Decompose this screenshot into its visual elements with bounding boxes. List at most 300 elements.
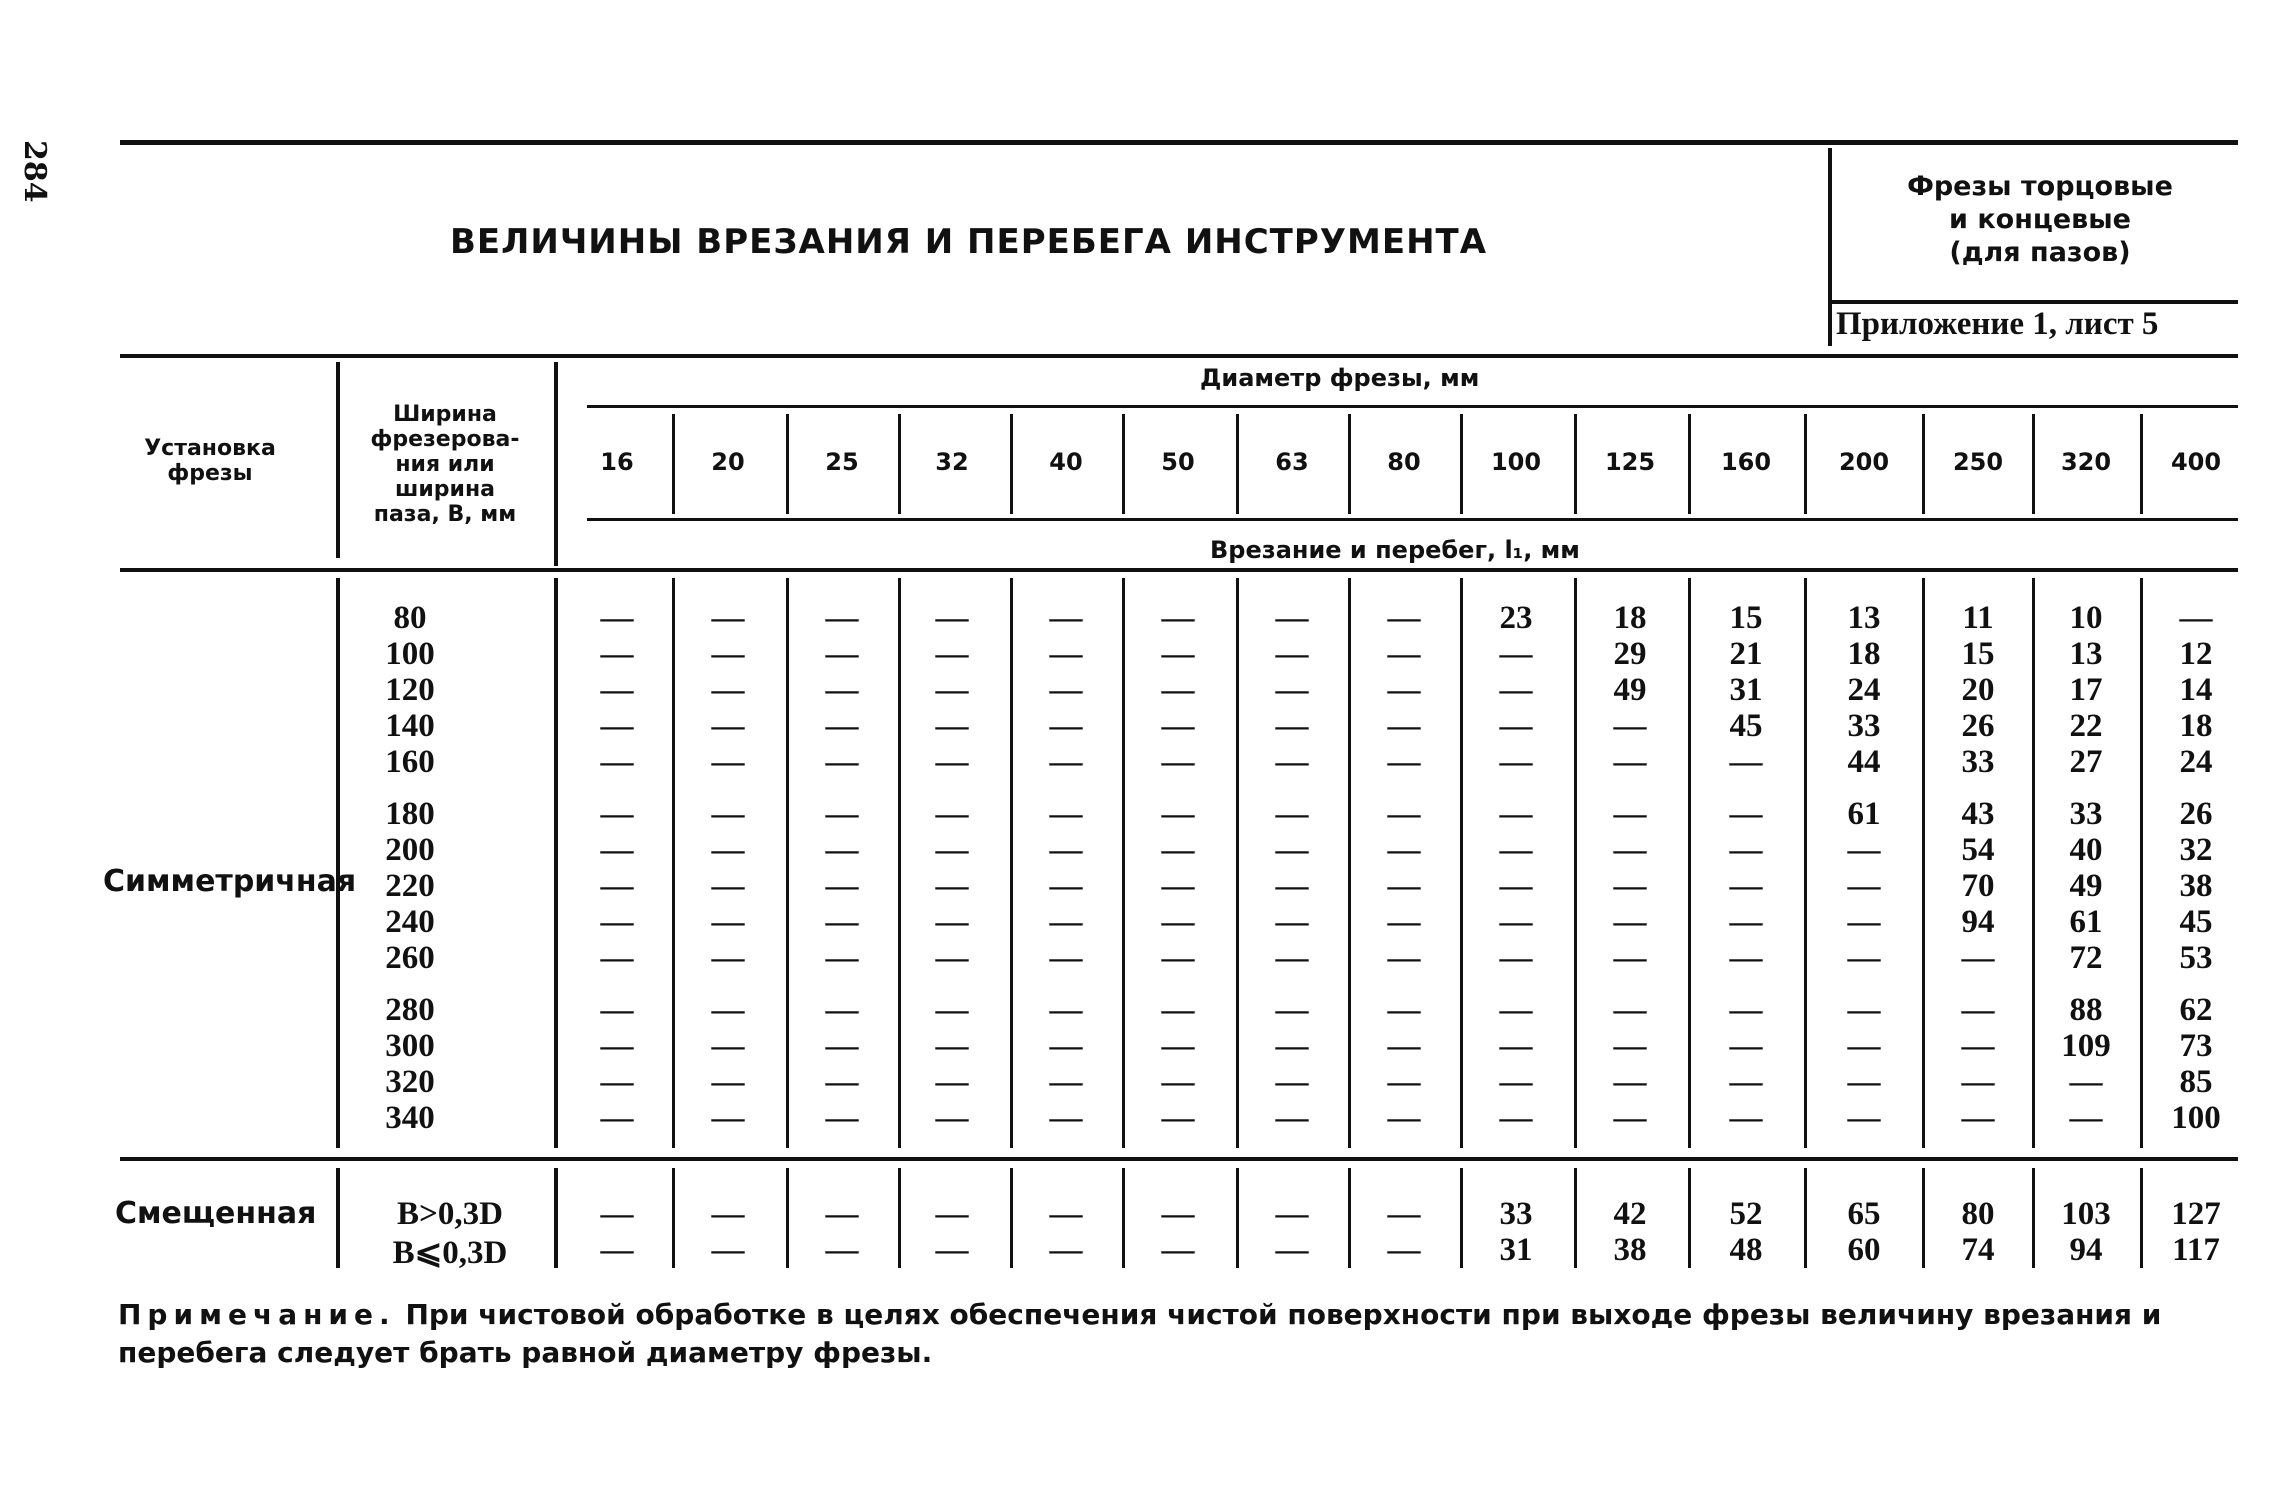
- table-cell: —: [600, 1196, 634, 1232]
- table-cell: —: [1847, 940, 1881, 976]
- table-cell: —: [1613, 1064, 1647, 1100]
- table-cell: —: [1387, 1100, 1421, 1136]
- table-cell: 49: [2069, 868, 2103, 904]
- appendix-rule: [1830, 300, 2238, 304]
- table-cell: —: [600, 796, 634, 832]
- table-cell: —: [1275, 1064, 1309, 1100]
- table-cell: 24: [2179, 744, 2213, 780]
- table-cell: 74: [1961, 1232, 1995, 1268]
- table-cell: —: [935, 1196, 969, 1232]
- table-cell: —: [935, 940, 969, 976]
- table-cell: —: [711, 904, 745, 940]
- table-cell: 18: [2179, 708, 2213, 744]
- table-cell: 22: [2069, 708, 2103, 744]
- width-value: 220: [385, 868, 435, 904]
- width-value: 160: [385, 744, 435, 780]
- table-cell: 20: [1961, 672, 1995, 708]
- table-cell: —: [1275, 904, 1309, 940]
- diameter-160: 160: [1720, 448, 1772, 476]
- width-condition: B>0,3D: [397, 1196, 503, 1232]
- table-cell: —: [1049, 636, 1083, 672]
- diameter-col-divider: [2032, 414, 2035, 514]
- table-cell: 85: [2179, 1064, 2213, 1100]
- body-col-divider: [1122, 578, 1125, 1148]
- table-cell: 27: [2069, 744, 2103, 780]
- table-cell: —: [1049, 796, 1083, 832]
- category-line-3: (для пазов): [1949, 237, 2131, 268]
- table-cell: —: [1729, 796, 1763, 832]
- table-cell: 65: [1847, 1196, 1881, 1232]
- table-cell: —: [1275, 1196, 1309, 1232]
- table-cell: —: [1961, 940, 1995, 976]
- diameter-col-divider: [2140, 414, 2143, 514]
- table-cell: —: [1049, 672, 1083, 708]
- header-width-line-4: ширина: [395, 477, 495, 502]
- body-col-divider: [786, 578, 789, 1148]
- table-cell: —: [1049, 992, 1083, 1028]
- table-cell: —: [1049, 904, 1083, 940]
- diameter-16: 16: [600, 448, 634, 476]
- body-col-divider: [2140, 578, 2143, 1148]
- table-cell: 21: [1729, 636, 1763, 672]
- diameter-col-divider: [1574, 414, 1577, 514]
- table-cell: —: [1387, 868, 1421, 904]
- table-cell: 80: [1961, 1196, 1995, 1232]
- table-cell: —: [711, 868, 745, 904]
- table-cell: —: [1613, 708, 1647, 744]
- table-cell: —: [1499, 1064, 1533, 1100]
- table-cell: —: [1049, 744, 1083, 780]
- diameter-col-divider: [1122, 414, 1125, 514]
- table-cell: 42: [1613, 1196, 1647, 1232]
- table-cell: 117: [2172, 1232, 2220, 1268]
- table-cell: —: [1275, 708, 1309, 744]
- table-cell: —: [1961, 1028, 1995, 1064]
- width-value: 320: [385, 1064, 435, 1100]
- table-cell: —: [1387, 796, 1421, 832]
- table-cell: —: [1275, 1100, 1309, 1136]
- table-cell: —: [1049, 1196, 1083, 1232]
- tool-category: [1840, 170, 2240, 269]
- table-cell: —: [600, 992, 634, 1028]
- table-cell: —: [1613, 904, 1647, 940]
- width-value: 180: [385, 796, 435, 832]
- table-cell: 29: [1613, 636, 1647, 672]
- table-cell: —: [935, 636, 969, 672]
- table-cell: —: [1847, 1100, 1881, 1136]
- table-cell: —: [600, 744, 634, 780]
- diameter-col-divider: [898, 414, 901, 514]
- table-cell: 26: [1961, 708, 1995, 744]
- table-cell: 88: [2069, 992, 2103, 1028]
- body-divider-1: [336, 578, 340, 1148]
- table-cell: —: [1499, 672, 1533, 708]
- table-cell: —: [711, 672, 745, 708]
- table-cell: 61: [1847, 796, 1881, 832]
- table-cell: 53: [2179, 940, 2213, 976]
- table-cell: —: [1275, 672, 1309, 708]
- table-cell: 15: [1729, 600, 1763, 636]
- table-cell: 11: [1962, 600, 1994, 636]
- table-cell: —: [935, 796, 969, 832]
- table-cell: —: [1613, 992, 1647, 1028]
- table-cell: 62: [2179, 992, 2213, 1028]
- diameter-200: 200: [1838, 448, 1890, 476]
- body-col-divider: [1236, 578, 1239, 1148]
- table-cell: —: [1387, 636, 1421, 672]
- category-line-2: и концевые: [1949, 204, 2131, 235]
- diameter-col-divider: [786, 414, 789, 514]
- width-value: 140: [385, 708, 435, 744]
- note-text: При чистовой обработке в целях обеспечения чистой поверхности при выходе фрезы величину врезания и перебега следует брать равной диаметру фрезы.: [118, 1298, 2162, 1369]
- footnote: [118, 1296, 2238, 1372]
- table-cell: —: [600, 1064, 634, 1100]
- table-cell: —: [1387, 1028, 1421, 1064]
- table-cell: —: [825, 636, 859, 672]
- table-cell: —: [1161, 1064, 1195, 1100]
- table-cell: —: [1387, 832, 1421, 868]
- table-cell: —: [600, 1100, 634, 1136]
- table-cell: —: [1729, 1028, 1763, 1064]
- body-col-divider: [1460, 578, 1463, 1148]
- table-cell: —: [711, 832, 745, 868]
- symmetric-label: Симметричная: [103, 864, 357, 899]
- table-cell: —: [1499, 940, 1533, 976]
- table-cell: —: [1847, 1028, 1881, 1064]
- offset-divider-2: [554, 1168, 558, 1268]
- table-cell: —: [1499, 1028, 1533, 1064]
- table-cell: 13: [2069, 636, 2103, 672]
- table-cell: —: [1729, 868, 1763, 904]
- header-col-divider-1: [336, 362, 340, 558]
- table-cell: 60: [1847, 1232, 1881, 1268]
- table-cell: —: [825, 744, 859, 780]
- table-cell: —: [1275, 600, 1309, 636]
- table-cell: —: [1499, 832, 1533, 868]
- offset-col-divider: [1010, 1168, 1013, 1268]
- table-cell: —: [935, 744, 969, 780]
- table-cell: —: [825, 1232, 859, 1268]
- table-cell: —: [1275, 1028, 1309, 1064]
- table-cell: —: [711, 796, 745, 832]
- table-cell: 54: [1961, 832, 1995, 868]
- category-line-1: Фрезы торцовые: [1907, 171, 2173, 202]
- table-cell: —: [935, 672, 969, 708]
- diameter-values-rule: [587, 518, 2238, 521]
- offset-col-divider: [672, 1168, 675, 1268]
- table-cell: —: [1049, 1232, 1083, 1268]
- header-installation: Установка фрезы: [144, 436, 276, 486]
- header-entry: Врезание и перебег, l₁, мм: [1210, 536, 1580, 564]
- table-cell: —: [1613, 940, 1647, 976]
- diameter-50: 50: [1161, 448, 1195, 476]
- diameter-col-divider: [1922, 414, 1925, 514]
- table-cell: —: [825, 832, 859, 868]
- table-cell: —: [935, 1100, 969, 1136]
- diameter-col-divider: [1688, 414, 1691, 514]
- table-cell: —: [1729, 940, 1763, 976]
- table-cell: —: [1387, 1196, 1421, 1232]
- table-cell: —: [600, 708, 634, 744]
- body-col-divider: [898, 578, 901, 1148]
- table-cell: —: [935, 1028, 969, 1064]
- table-cell: 18: [1847, 636, 1881, 672]
- table-cell: —: [1161, 600, 1195, 636]
- table-cell: —: [600, 868, 634, 904]
- table-cell: 18: [1613, 600, 1647, 636]
- table-cell: —: [935, 832, 969, 868]
- width-value: 240: [385, 904, 435, 940]
- table-cell: 48: [1729, 1232, 1763, 1268]
- table-cell: —: [1613, 796, 1647, 832]
- table-cell: —: [935, 868, 969, 904]
- table-cell: 94: [1961, 904, 1995, 940]
- table-cell: 70: [1961, 868, 1995, 904]
- table-cell: —: [1161, 672, 1195, 708]
- offset-col-divider: [2140, 1168, 2143, 1268]
- diameter-63: 63: [1275, 448, 1309, 476]
- header-bottom-rule: [120, 568, 2238, 572]
- table-cell: —: [1387, 600, 1421, 636]
- width-value: 340: [385, 1100, 435, 1136]
- table-cell: —: [1387, 904, 1421, 940]
- table-cell: 31: [1729, 672, 1763, 708]
- table-cell: —: [1387, 1064, 1421, 1100]
- table-cell: 49: [1613, 672, 1647, 708]
- table-cell: —: [1499, 904, 1533, 940]
- table-cell: —: [1049, 868, 1083, 904]
- table-cell: —: [1613, 744, 1647, 780]
- table-cell: —: [711, 1028, 745, 1064]
- table-cell: 44: [1847, 744, 1881, 780]
- table-cell: —: [1161, 868, 1195, 904]
- table-cell: 31: [1499, 1232, 1533, 1268]
- table-cell: —: [825, 940, 859, 976]
- table-cell: 45: [2179, 904, 2213, 940]
- offset-label: Смещенная: [115, 1196, 317, 1231]
- width-value: 120: [385, 672, 435, 708]
- table-cell: —: [1387, 940, 1421, 976]
- table-cell: —: [1275, 1232, 1309, 1268]
- diameter-25: 25: [825, 448, 859, 476]
- table-cell: —: [1613, 868, 1647, 904]
- offset-col-divider: [1804, 1168, 1807, 1268]
- title-block-divider: [1828, 148, 1832, 346]
- table-cell: —: [711, 1064, 745, 1100]
- table-cell: —: [600, 832, 634, 868]
- diameter-125: 125: [1604, 448, 1656, 476]
- table-cell: —: [1049, 940, 1083, 976]
- table-cell: —: [1161, 832, 1195, 868]
- table-cell: —: [711, 636, 745, 672]
- header-width: [350, 402, 540, 527]
- body-col-divider: [1688, 578, 1691, 1148]
- table-cell: —: [600, 636, 634, 672]
- table-cell: —: [711, 1196, 745, 1232]
- table-cell: 40: [2069, 832, 2103, 868]
- body-divider-2: [554, 578, 558, 1148]
- table-cell: —: [1613, 1100, 1647, 1136]
- diameter-col-divider: [1804, 414, 1807, 514]
- table-cell: —: [825, 868, 859, 904]
- table-cell: —: [1161, 1232, 1195, 1268]
- table-cell: —: [711, 744, 745, 780]
- table-cell: 61: [2069, 904, 2103, 940]
- table-cell: 43: [1961, 796, 1995, 832]
- diameter-320: 320: [2060, 448, 2112, 476]
- table-cell: —: [600, 600, 634, 636]
- table-cell: —: [711, 1100, 745, 1136]
- table-cell: 38: [2179, 868, 2213, 904]
- offset-col-divider: [1922, 1168, 1925, 1268]
- table-cell: 52: [1729, 1196, 1763, 1232]
- body-col-divider: [1922, 578, 1925, 1148]
- table-cell: —: [1729, 744, 1763, 780]
- section-rule: [120, 1157, 2238, 1161]
- table-cell: —: [1387, 744, 1421, 780]
- appendix-label: Приложение 1, лист 5: [1836, 306, 2159, 342]
- table-cell: —: [1049, 1064, 1083, 1100]
- table-cell: —: [2069, 1100, 2103, 1136]
- table-cell: —: [1729, 1100, 1763, 1136]
- table-cell: 100: [2171, 1100, 2221, 1136]
- top-rule: [120, 140, 2238, 145]
- table-cell: —: [1161, 708, 1195, 744]
- table-cell: —: [1499, 708, 1533, 744]
- table-cell: —: [1847, 1064, 1881, 1100]
- width-condition: B⩽0,3D: [392, 1235, 508, 1271]
- table-cell: 14: [2179, 672, 2213, 708]
- table-cell: —: [600, 1028, 634, 1064]
- table-cell: —: [1275, 992, 1309, 1028]
- diameter-col-divider: [1010, 414, 1013, 514]
- table-top-rule: [120, 354, 2238, 358]
- table-cell: —: [1729, 904, 1763, 940]
- body-col-divider: [1010, 578, 1013, 1148]
- diameter-80: 80: [1387, 448, 1421, 476]
- table-cell: —: [825, 600, 859, 636]
- offset-col-divider: [1688, 1168, 1691, 1268]
- table-cell: —: [1499, 1100, 1533, 1136]
- table-cell: 12: [2179, 636, 2213, 672]
- table-cell: —: [935, 992, 969, 1028]
- table-cell: —: [711, 600, 745, 636]
- table-cell: —: [1847, 868, 1881, 904]
- offset-col-divider: [1574, 1168, 1577, 1268]
- table-cell: —: [1387, 1232, 1421, 1268]
- table-cell: 15: [1961, 636, 1995, 672]
- table-cell: —: [825, 992, 859, 1028]
- table-cell: —: [1275, 744, 1309, 780]
- diameter-col-divider: [1348, 414, 1351, 514]
- table-cell: —: [1613, 832, 1647, 868]
- table-cell: —: [1049, 832, 1083, 868]
- body-col-divider: [2032, 578, 2035, 1148]
- header-width-line-3: ния или: [395, 452, 495, 477]
- width-value: 200: [385, 832, 435, 868]
- table-cell: —: [1161, 992, 1195, 1028]
- diameter-400: 400: [2170, 448, 2222, 476]
- table-cell: —: [935, 600, 969, 636]
- diameter-100: 100: [1490, 448, 1542, 476]
- table-cell: —: [1161, 636, 1195, 672]
- table-cell: —: [1049, 708, 1083, 744]
- table-cell: 23: [1499, 600, 1533, 636]
- table-cell: —: [711, 708, 745, 744]
- table-cell: 33: [1499, 1196, 1533, 1232]
- table-cell: —: [1729, 832, 1763, 868]
- table-cell: —: [825, 1064, 859, 1100]
- table-cell: —: [1161, 1028, 1195, 1064]
- table-cell: —: [1613, 1028, 1647, 1064]
- body-col-divider: [1804, 578, 1807, 1148]
- diameter-250: 250: [1952, 448, 2004, 476]
- note-label: Примечание.: [118, 1298, 396, 1331]
- table-cell: —: [1275, 940, 1309, 976]
- table-cell: —: [825, 1196, 859, 1232]
- table-cell: —: [1161, 940, 1195, 976]
- table-cell: —: [711, 1232, 745, 1268]
- table-cell: —: [711, 940, 745, 976]
- table-cell: —: [1387, 672, 1421, 708]
- table-cell: —: [711, 992, 745, 1028]
- table-cell: —: [825, 672, 859, 708]
- table-cell: 10: [2069, 600, 2103, 636]
- diameter-col-divider: [1460, 414, 1463, 514]
- header-col-divider-2: [554, 362, 558, 566]
- offset-divider-1: [336, 1168, 340, 1268]
- offset-col-divider: [898, 1168, 901, 1268]
- table-cell: —: [1847, 832, 1881, 868]
- width-value: 80: [393, 600, 427, 636]
- table-cell: 72: [2069, 940, 2103, 976]
- table-cell: —: [1387, 992, 1421, 1028]
- table-cell: —: [600, 672, 634, 708]
- table-cell: —: [1499, 868, 1533, 904]
- table-cell: —: [1499, 636, 1533, 672]
- table-cell: 13: [1847, 600, 1881, 636]
- table-cell: —: [825, 904, 859, 940]
- table-cell: —: [600, 904, 634, 940]
- table-cell: 73: [2179, 1028, 2213, 1064]
- table-cell: 94: [2069, 1232, 2103, 1268]
- header-diameter: Диаметр фрезы, мм: [1200, 364, 1480, 392]
- table-cell: —: [1847, 904, 1881, 940]
- table-cell: —: [1499, 796, 1533, 832]
- width-value: 260: [385, 940, 435, 976]
- table-cell: —: [1729, 992, 1763, 1028]
- table-cell: —: [1499, 992, 1533, 1028]
- table-cell: —: [1275, 796, 1309, 832]
- table-cell: 17: [2069, 672, 2103, 708]
- diameter-rule: [587, 405, 2238, 408]
- header-width-line-2: фрезерова-: [370, 427, 520, 452]
- table-cell: —: [1049, 1100, 1083, 1136]
- table-cell: —: [1387, 708, 1421, 744]
- diameter-32: 32: [935, 448, 969, 476]
- offset-col-divider: [1236, 1168, 1239, 1268]
- header-width-line-1: Ширина: [393, 402, 497, 427]
- table-cell: 33: [1961, 744, 1995, 780]
- table-cell: —: [935, 708, 969, 744]
- table-cell: —: [1161, 796, 1195, 832]
- table-cell: 33: [2069, 796, 2103, 832]
- table-cell: 103: [2061, 1196, 2111, 1232]
- table-cell: —: [825, 708, 859, 744]
- body-col-divider: [1574, 578, 1577, 1148]
- table-cell: —: [825, 1028, 859, 1064]
- table-cell: —: [825, 796, 859, 832]
